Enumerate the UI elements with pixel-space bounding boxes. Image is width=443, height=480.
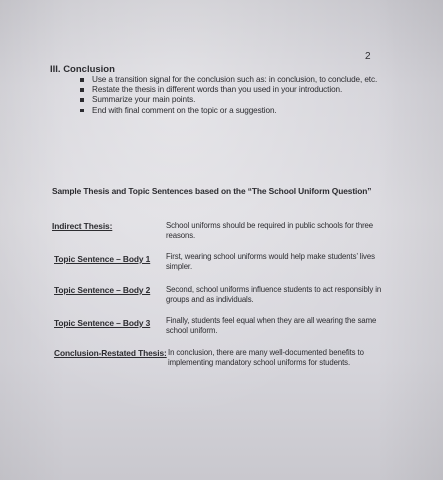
bullet-item: Use a transition signal for the conclusion such as: in conclusion, to conclude, etc.: [80, 75, 377, 85]
bullet-item: Restate the thesis in different words than you used in your introduction.: [80, 85, 377, 95]
indirect-thesis-text: School uniforms should be required in public schools for three reasons.: [166, 221, 374, 240]
topic-sentence-body-1-label: Topic Sentence – Body 1: [54, 254, 151, 264]
conclusion-restated-thesis-text: In conclusion, there are many well-documented benefits to implementing mandatory school uniforms for students.: [168, 348, 364, 367]
topic-sentence-body-3-text: Finally, students feel equal when they are all wearing the same school uniform.: [166, 316, 377, 335]
topic-sentence-body-1-text: First, wearing school uniforms would help make students’ lives simpler.: [166, 252, 375, 271]
topic-sentence-body-2-text: Second, school uniforms influence students to act responsibly in groups and as individuals.: [166, 285, 382, 304]
topic-sentence-body-3-label: Topic Sentence – Body 3: [54, 318, 151, 328]
conclusion-bullet-list: [80, 75, 377, 116]
indirect-thesis-label: Indirect Thesis:: [52, 221, 113, 231]
page-number: 2: [365, 51, 371, 62]
conclusion-heading: III. Conclusion: [50, 64, 115, 75]
bullet-item: Summarize your main points.: [80, 95, 377, 105]
sample-section-heading: Sample Thesis and Topic Sentences based on the “The School Uniform Question”: [52, 186, 372, 196]
topic-sentence-body-2-label: Topic Sentence – Body 2: [54, 285, 151, 295]
bullet-item: End with final comment on the topic or a suggestion.: [80, 106, 377, 116]
conclusion-restated-thesis-label: Conclusion-Restated Thesis:: [54, 348, 167, 358]
